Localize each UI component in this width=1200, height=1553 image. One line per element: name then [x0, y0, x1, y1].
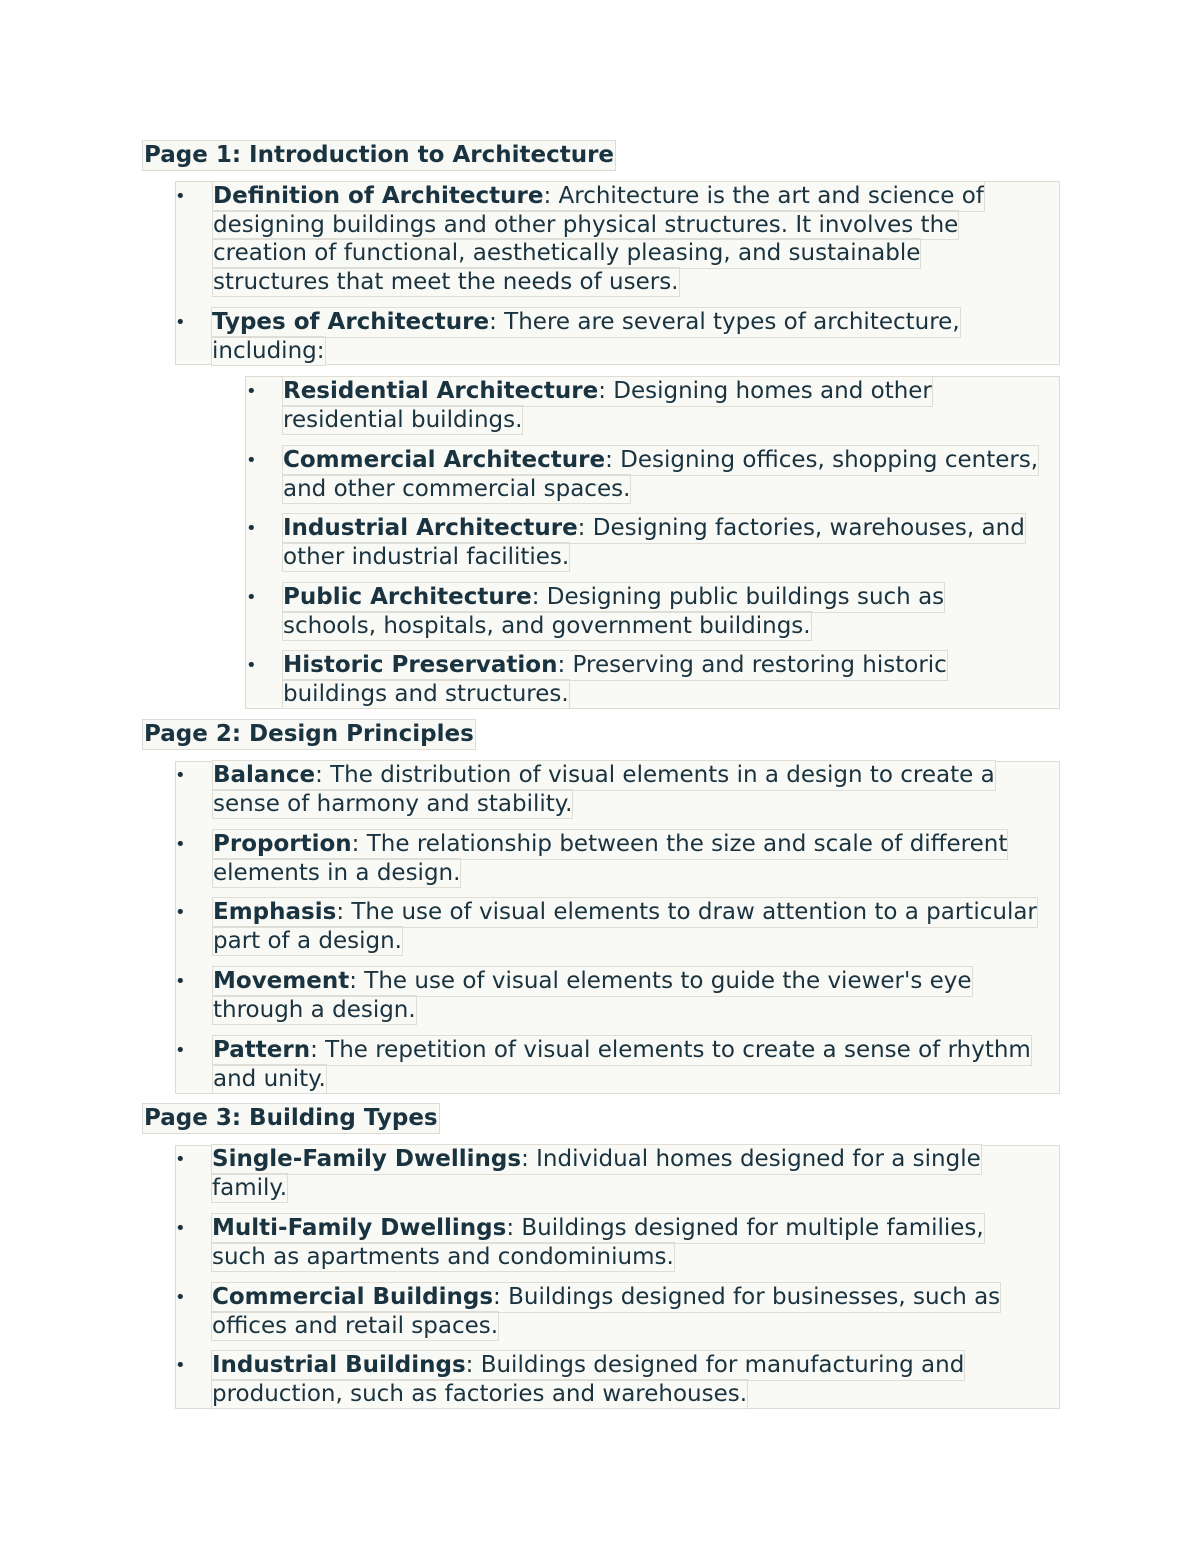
bullet-icon: •	[175, 1355, 186, 1376]
bullet-icon: •	[175, 902, 186, 923]
list-item-line: production, such as factories and warehouses.	[212, 1380, 748, 1407]
term: Public Architecture	[283, 584, 532, 610]
list-item-line: Commercial Buildings: Buildings designed for businesses, such as	[212, 1284, 1001, 1310]
term: Multi-Family Dwellings	[212, 1215, 507, 1241]
list-item-line: buildings and structures.	[283, 680, 569, 707]
list-item-line: elements in a design.	[213, 859, 461, 886]
list-item-line: Balance: The distribution of visual elements in a design to create a	[213, 762, 995, 788]
list-item-line: Pattern: The repetition of visual elements to create a sense of rhythm	[213, 1037, 1031, 1063]
bullet-icon: •	[175, 312, 186, 333]
term: Pattern	[213, 1037, 311, 1063]
bullet-icon: •	[246, 587, 257, 608]
bullet-icon: •	[246, 655, 257, 676]
term: Movement	[213, 968, 350, 994]
section-heading: Page 3: Building Types	[144, 1105, 438, 1131]
list-item-line: creation of functional, aesthetically pleasing, and sustainable	[213, 240, 921, 266]
list-item-line: Movement: The use of visual elements to guide the viewer's eye	[213, 968, 972, 994]
term: Commercial Buildings	[212, 1284, 494, 1310]
term: Types of Architecture	[212, 309, 490, 335]
list-item-line: and unity.	[213, 1065, 326, 1092]
list-item-line: Industrial Buildings: Buildings designed for manufacturing and	[212, 1352, 965, 1378]
term: Industrial Buildings	[212, 1352, 466, 1378]
list-item-line: residential buildings.	[283, 406, 523, 433]
list-item-line: Types of Architecture: There are several types of architecture,	[212, 309, 960, 335]
list-item-line: Commercial Architecture: Designing offices, shopping centers,	[283, 447, 1039, 473]
term: Industrial Architecture	[283, 515, 578, 541]
list-item-line: and other commercial spaces.	[283, 475, 631, 502]
section-heading: Page 2: Design Principles	[144, 721, 474, 747]
list-item-line: Definition of Architecture: Architecture is the art and science of	[213, 183, 984, 209]
list-item-line: schools, hospitals, and government buildings.	[283, 612, 811, 639]
bullet-icon: •	[175, 1218, 186, 1239]
bullet-icon: •	[246, 450, 257, 471]
term: Proportion	[213, 831, 352, 857]
list-item-line: Public Architecture: Designing public buildings such as	[283, 584, 945, 610]
term: Residential Architecture	[283, 378, 599, 404]
bullet-icon: •	[175, 834, 186, 855]
list-item-line: Single-Family Dwellings: Individual homes designed for a single	[212, 1146, 981, 1172]
term: Emphasis	[213, 899, 337, 925]
bullet-icon: •	[175, 971, 186, 992]
list-item-line: Historic Preservation: Preserving and restoring historic	[283, 652, 947, 678]
bullet-icon: •	[175, 186, 186, 207]
term: Single-Family Dwellings	[212, 1146, 522, 1172]
list-item-line: structures that meet the needs of users.	[213, 268, 679, 295]
list-item-line: sense of harmony and stability.	[213, 790, 573, 817]
term: Definition of Architecture	[213, 183, 544, 209]
bullet-icon: •	[175, 1287, 186, 1308]
term: Balance	[213, 762, 316, 788]
term: Historic Preservation	[283, 652, 558, 678]
list-item-line: designing buildings and other physical structures. It involves the	[213, 211, 959, 238]
list-item-line: Industrial Architecture: Designing factories, warehouses, and	[283, 515, 1025, 541]
bullet-icon: •	[246, 381, 257, 402]
list-item-line: including:	[212, 337, 325, 364]
list-item-line: offices and retail spaces.	[212, 1312, 499, 1339]
list-item-line: such as apartments and condominiums.	[212, 1243, 674, 1270]
list-item-line: other industrial facilities.	[283, 543, 570, 570]
bullet-icon: •	[175, 1040, 186, 1061]
list-item-line: Residential Architecture: Designing homes and other	[283, 378, 932, 404]
list-item-line: Proportion: The relationship between the size and scale of different	[213, 831, 1008, 857]
list-item-line: Multi-Family Dwellings: Buildings designed for multiple families,	[212, 1215, 984, 1241]
bullet-icon: •	[175, 765, 186, 786]
list-item-line: through a design.	[213, 996, 416, 1023]
section-heading: Page 1: Introduction to Architecture	[144, 142, 615, 168]
list-item-line: part of a design.	[213, 927, 402, 954]
list-item-line: Emphasis: The use of visual elements to draw attention to a particular	[213, 899, 1037, 925]
bullet-icon: •	[246, 518, 257, 539]
bullet-icon: •	[175, 1149, 186, 1170]
term: Commercial Architecture	[283, 447, 606, 473]
list-item-line: family.	[212, 1174, 288, 1201]
